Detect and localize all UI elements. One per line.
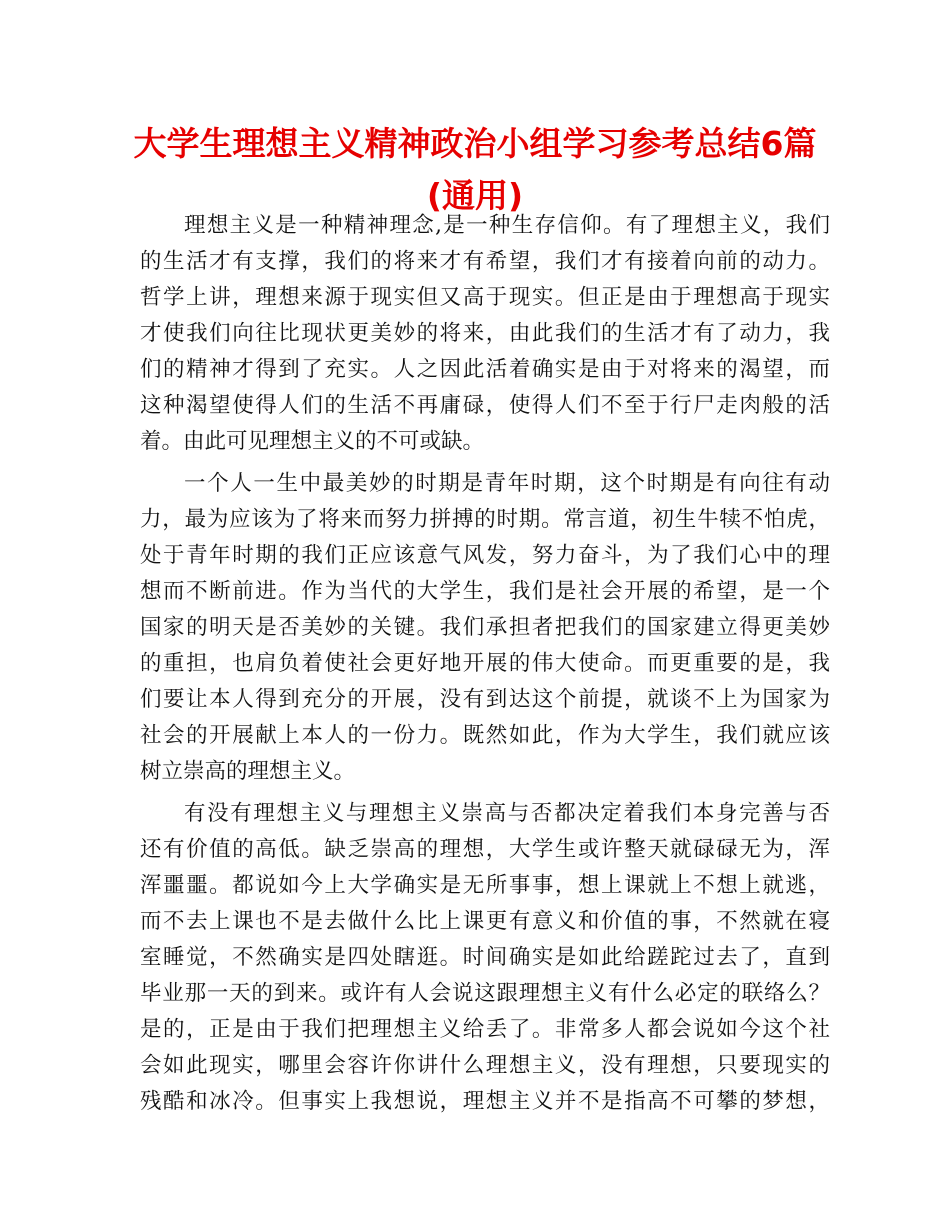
text-line: 是的，正是由于我们把理想主义给丢了。非常多人都会说如今这个社 bbox=[140, 1017, 830, 1042]
text-line: 哲学上讲，理想来源于现实但又高于现实。但正是由于理想高于现实 bbox=[140, 285, 830, 310]
text-line: 有没有理想主义与理想主义崇高与否都决定着我们本身完善与否 bbox=[184, 801, 830, 826]
paragraph-3 bbox=[140, 796, 830, 1120]
text-line: 着。由此可见理想主义的不可或缺。 bbox=[140, 429, 485, 454]
document-body bbox=[140, 208, 830, 1126]
text-line: 国家的明天是否美妙的关键。我们承担者把我们的国家建立得更美妙 bbox=[140, 615, 830, 640]
paragraph-2 bbox=[140, 466, 830, 790]
text-line: 们要让本人得到充分的开展，没有到达这个前提，就谈不上为国家为 bbox=[140, 687, 830, 712]
text-line: 这种渴望使得人们的生活不再庸碌，使得人们不至于行尸走肉般的活 bbox=[140, 393, 830, 418]
text-line: 还有价值的高低。缺乏崇高的理想，大学生或许整天就碌碌无为，浑 bbox=[140, 837, 830, 862]
text-line: 浑噩噩。都说如今上大学确实是无所事事，想上课就上不想上就逃， bbox=[140, 873, 830, 898]
text-line: 室睡觉，不然确实是四处瞎逛。时间确实是如此给蹉跎过去了，直到 bbox=[140, 945, 830, 970]
text-line: 的重担，也肩负着使社会更好地开展的伟大使命。而更重要的是，我 bbox=[140, 651, 830, 676]
text-line: 会如此现实，哪里会容许你讲什么理想主义，没有理想，只要现实的 bbox=[140, 1053, 830, 1078]
text-line: 的生活才有支撑，我们的将来才有希望，我们才有接着向前的动力。 bbox=[140, 249, 830, 274]
text-line: 想而不断前进。作为当代的大学生，我们是社会开展的希望，是一个 bbox=[140, 579, 830, 604]
text-line: 力，最为应该为了将来而努力拼搏的时期。常言道，初生牛犊不怕虎， bbox=[140, 507, 830, 532]
paragraph-1 bbox=[140, 208, 830, 460]
text-line: 们的精神才得到了充实。人之因此活着确实是由于对将来的渴望，而 bbox=[140, 357, 830, 382]
text-line: 毕业那一天的到来。或许有人会说这跟理想主义有什么必定的联络么？ bbox=[140, 981, 830, 1006]
text-line: 处于青年时期的我们正应该意气风发，努力奋斗，为了我们心中的理 bbox=[140, 543, 830, 568]
text-line: 残酷和冰冷。但事实上我想说，理想主义并不是指高不可攀的梦想， bbox=[140, 1089, 830, 1114]
text-line: 树立崇高的理想主义。 bbox=[140, 759, 356, 784]
title-line-1: 大学生理想主义精神政治小组学习参考总结6篇 bbox=[133, 124, 817, 163]
title-line-2: (通用) bbox=[426, 176, 524, 215]
document-title bbox=[100, 118, 850, 222]
text-line: 才使我们向往比现状更美妙的将来，由此我们的生活才有了动力，我 bbox=[140, 321, 830, 346]
text-line: 一个人一生中最美妙的时期是青年时期，这个时期是有向往有动 bbox=[184, 471, 830, 496]
text-line: 理想主义是一种精神理念,是一种生存信仰。有了理想主义，我们 bbox=[184, 213, 830, 238]
text-line: 而不去上课也不是去做什么比上课更有意义和价值的事，不然就在寝 bbox=[140, 909, 830, 934]
text-line: 社会的开展献上本人的一份力。既然如此，作为大学生，我们就应该 bbox=[140, 723, 830, 748]
